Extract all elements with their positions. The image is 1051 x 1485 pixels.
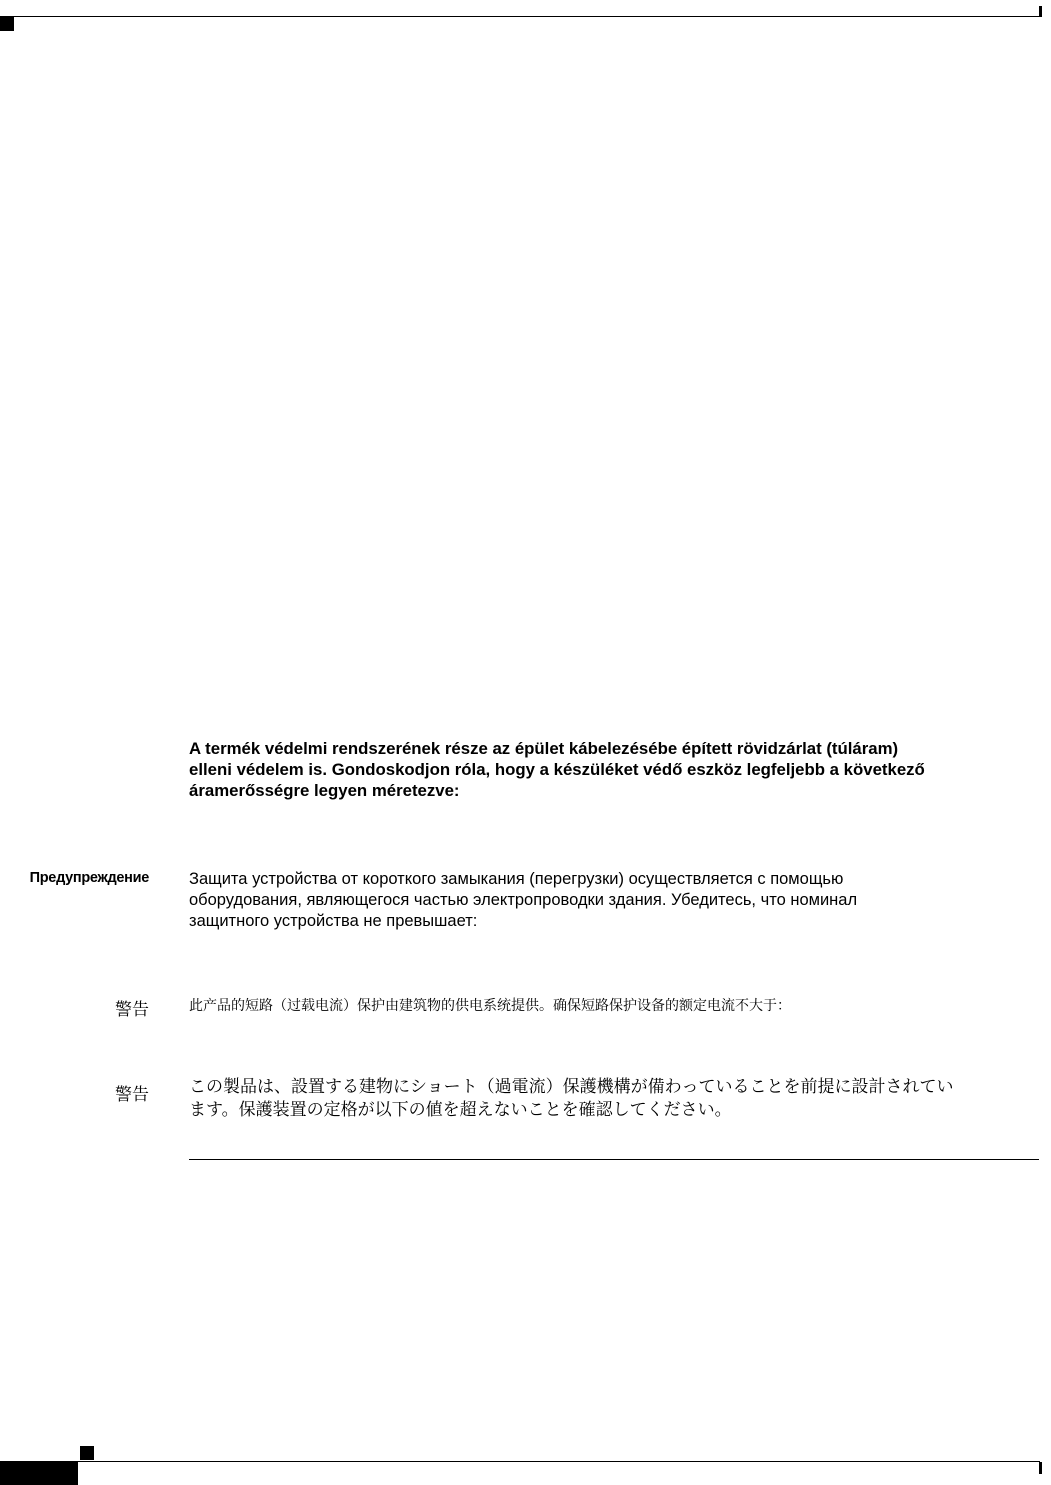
footer-page-tab [0, 1462, 78, 1485]
header-rule [0, 16, 1040, 17]
header-right-tick [1039, 6, 1042, 17]
warning-text-hungarian: A termék védelmi rendszerének része az épület kábelezésébe épített rövidzárlat (túláram) elleni védelem is. Gondoskodjon róla, hogy a készüléket védő eszköz legfeljebb a következő áramerősségre legyen méretezve: [189, 739, 925, 800]
footer-right-tick [1039, 1462, 1042, 1474]
section-end-rule [189, 1159, 1039, 1160]
header-corner-mark [0, 17, 14, 31]
footer-small-mark [80, 1446, 94, 1460]
warning-text-russian: Защита устройства от короткого замыкания (перегрузки) осуществляется с помощью оборудования, являющегося частью электропроводки здания. Убедитесь, что номинал защитного устройства не превышает: [189, 870, 858, 930]
warning-text-japanese: この製品は、設置する建物にショート（過電流）保護機構が備わっていることを前提に設計されてい ます。保護装置の定格が以下の値を超えないことを確認してください。 [189, 1077, 954, 1120]
warning-label-japanese: 警告 [115, 1085, 149, 1105]
warning-text-chinese: 此产品的短路（过载电流）保护由建筑物的供电系统提供。确保短路保护设备的额定电流不大于： [189, 998, 791, 1014]
warning-label-chinese: 警告 [115, 1000, 149, 1020]
warning-label-russian: Предупреждение [29, 870, 149, 886]
footer-rule [0, 1461, 1040, 1462]
